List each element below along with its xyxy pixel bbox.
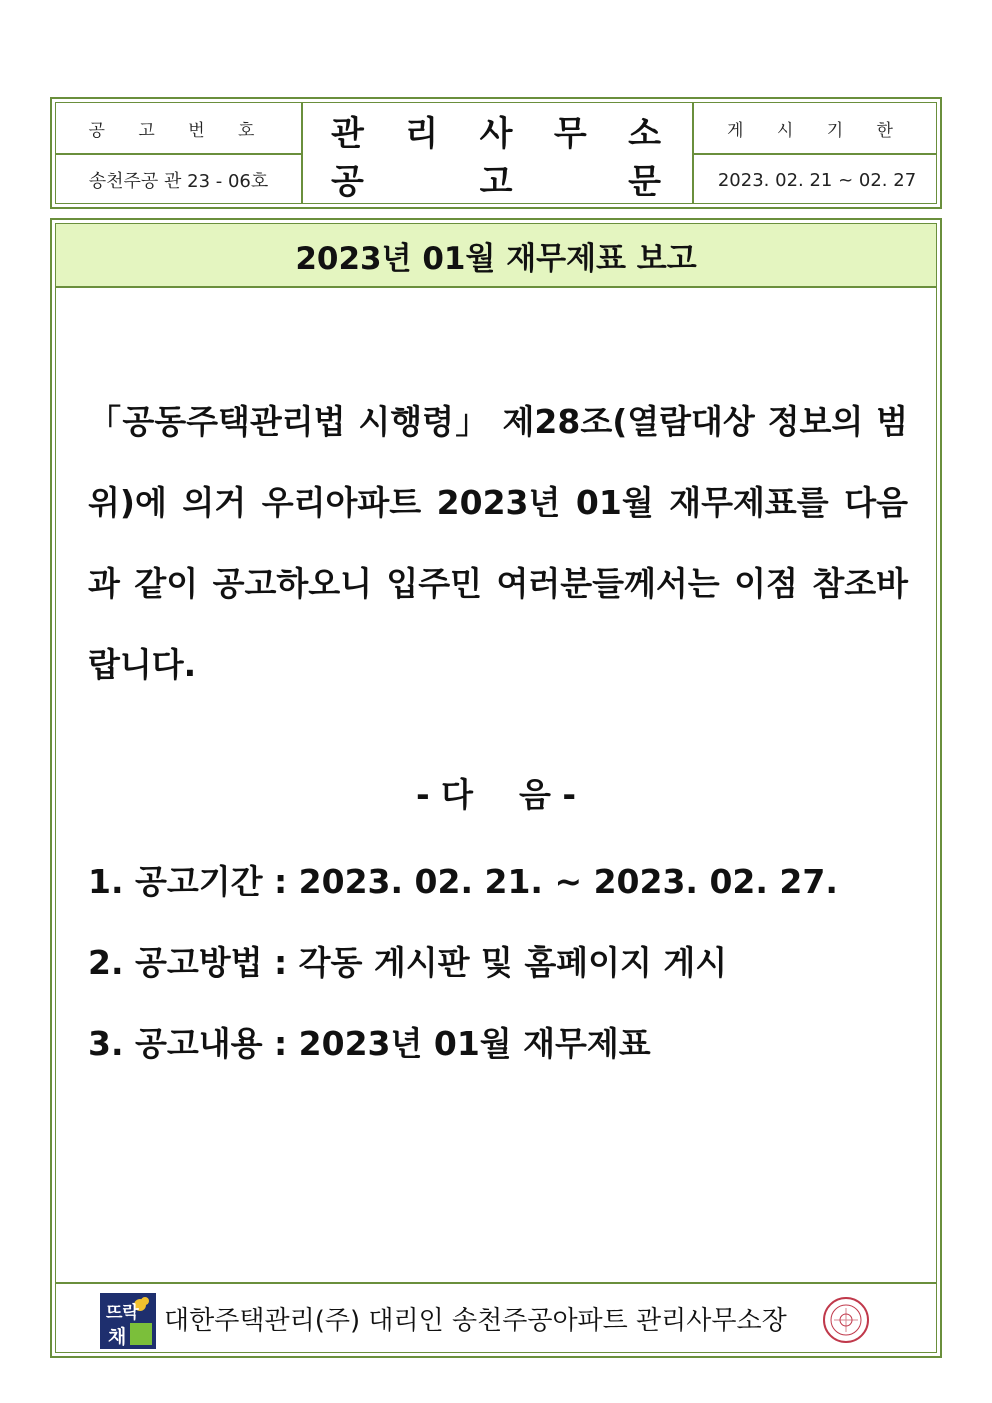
notice-number-value-cell	[56, 155, 301, 205]
logo-graphic	[100, 1293, 156, 1349]
footer-signature-row	[56, 1282, 936, 1352]
notice-item-content: 3. 공고내용 : 2023년 01월 재무제표	[88, 1024, 651, 1063]
body-line-2: 위)에 의거 우리아파트 2023년 01월 재무제표를 다음	[88, 483, 908, 522]
body-line-4: 랍니다.	[88, 645, 197, 684]
company-logo	[100, 1293, 156, 1349]
notice-number-label-cell	[56, 103, 301, 153]
office-char: 공	[331, 161, 364, 202]
notice-item-method: 2. 공고방법 : 각동 게시판 및 홈페이지 게시	[88, 943, 728, 982]
signature-text: 대한주택관리(주) 대리인 송천주공아파트 관리사무소장	[164, 1306, 787, 1336]
posting-period-label-cell	[694, 103, 940, 153]
logo-text-bottom: 채	[108, 1326, 127, 1348]
office-char: 리	[405, 113, 439, 154]
posting-period-value: 2023. 02. 21 ~ 02. 27	[717, 169, 917, 191]
notice-title: 2023년 01월 재무제표 보고	[56, 224, 936, 288]
header-divider	[301, 103, 303, 203]
office-title-line2	[331, 155, 661, 201]
body-line-1: 「공동주택관리법 시행령」 제28조(열람대상 정보의 범	[88, 402, 908, 441]
notice-body-box	[50, 218, 942, 1358]
office-char: 관	[331, 113, 364, 154]
posting-period-label: 게 시 기 한	[727, 120, 907, 141]
office-char: 문	[628, 161, 661, 202]
office-char: 고	[479, 161, 513, 202]
body-line-3: 과 같이 공고하오니 입주민 여러분들께서는 이점 참조바	[88, 564, 908, 603]
office-title-line1	[331, 107, 661, 153]
body-inner-frame	[55, 223, 937, 1353]
official-seal-icon	[822, 1296, 870, 1344]
notice-number-label: 공 고 번 호	[88, 120, 269, 141]
office-char: 사	[479, 113, 513, 154]
posting-period-value-cell	[694, 155, 940, 205]
office-char: 무	[553, 113, 587, 154]
notice-item-period: 1. 공고기간 : 2023. 02. 21. ~ 2023. 02. 27.	[88, 862, 838, 901]
header-inner-frame	[55, 102, 937, 204]
logo-text-top: 뜨락	[106, 1303, 139, 1323]
notice-number-value: 송천주공 관 23 - 06호	[88, 171, 269, 192]
office-char: 소	[628, 113, 661, 154]
notice-header-table	[50, 97, 942, 209]
next-heading: - 다 음 -	[415, 775, 577, 814]
